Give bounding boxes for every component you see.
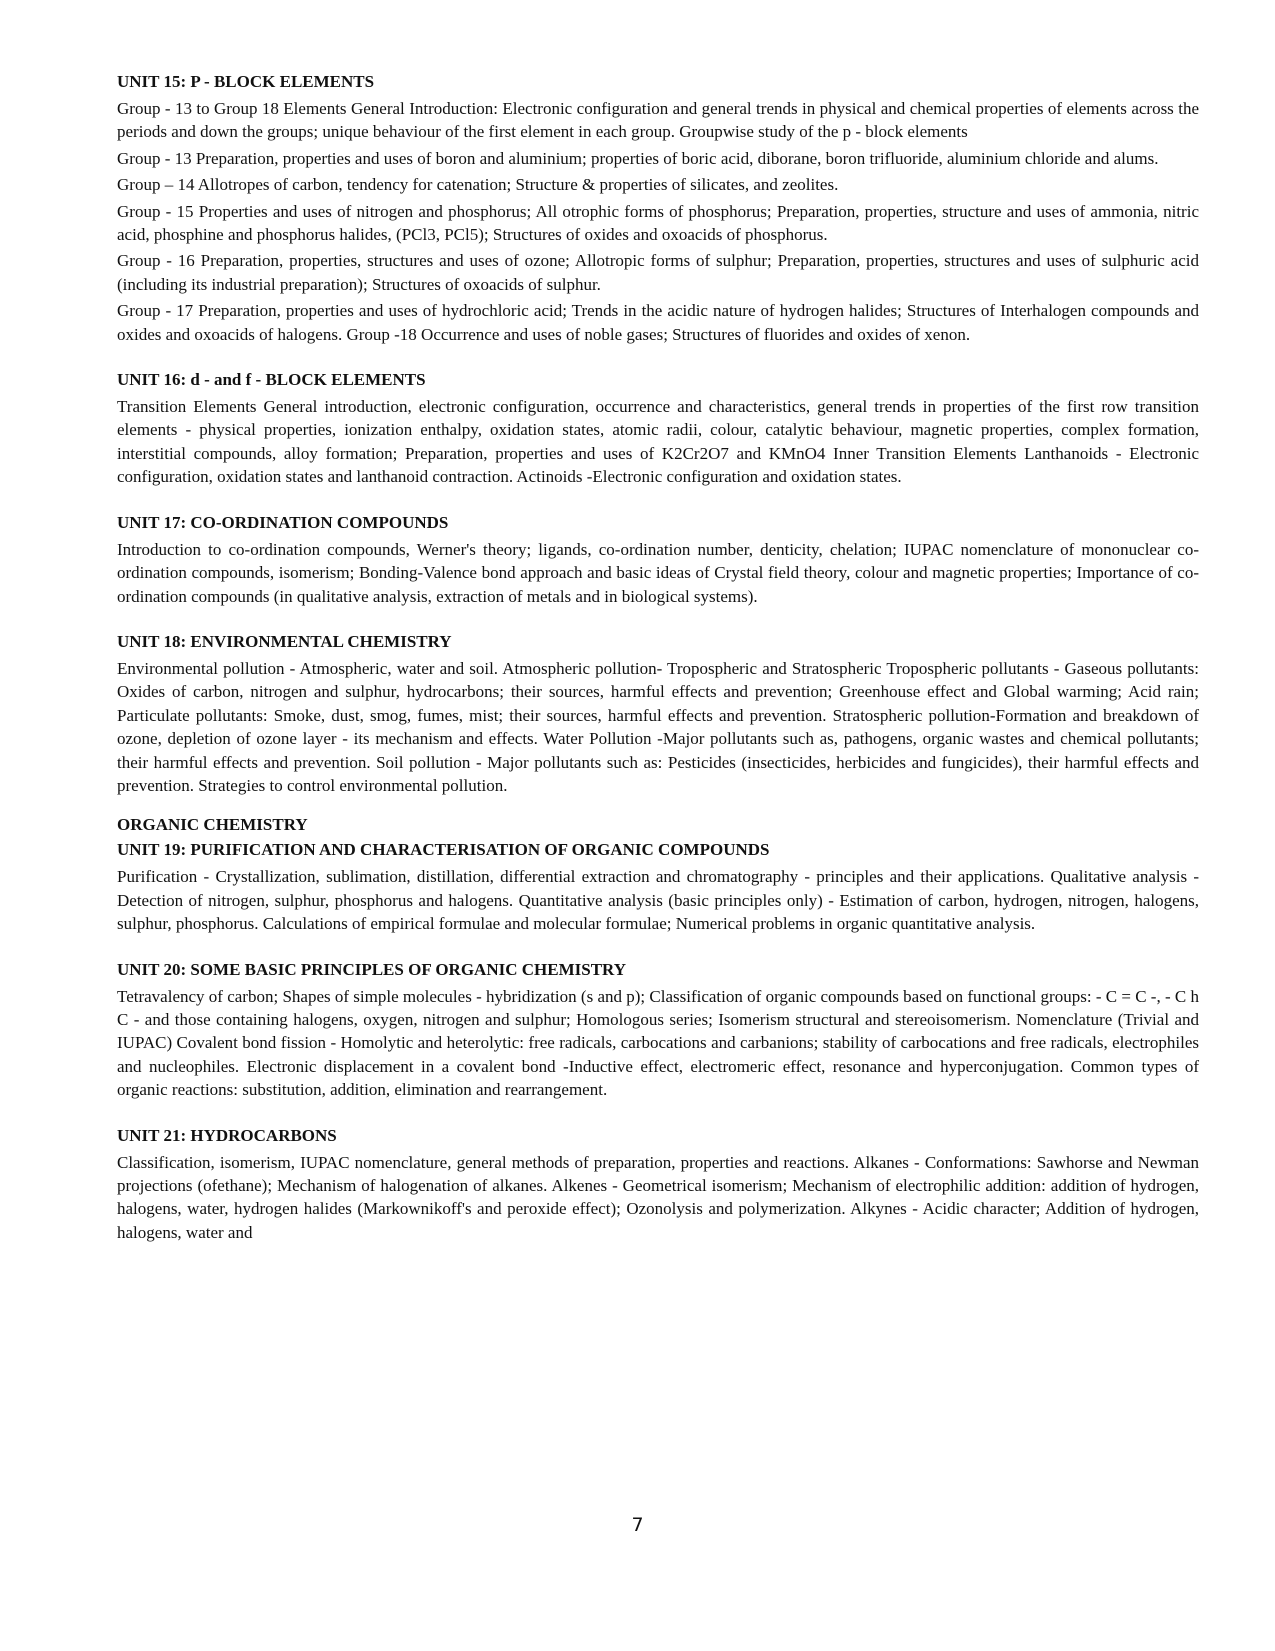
unit-21-section bbox=[117, 1124, 1199, 1245]
unit-21-paragraph: Classification, isomerism, IUPAC nomenclature, general methods of preparation, properties and reactions. Alkanes - Conformations: Sawhorse and Newman projections (ofethane); Mechanism of halogenation of alkanes. Alkenes - Geometrical isomerism; Mechanism of electrophilic addition: addition of hydrogen, halogens, water, hydrogen halides (Markownikoff's and peroxide effect); Ozonolysis and polymerization. Alkynes - Acidic character; Addition of hydrogen, halogens, water and bbox=[117, 1152, 1199, 1242]
unit-17-section bbox=[117, 511, 1199, 608]
unit-17-heading: UNIT 17: CO-ORDINATION COMPOUNDS bbox=[117, 512, 449, 532]
unit-20-section bbox=[117, 958, 1199, 1102]
organic-chemistry-heading: ORGANIC CHEMISTRY bbox=[117, 815, 308, 835]
unit-19-paragraph: Purification - Crystallization, sublimation, distillation, differential extraction and chromatography - principles and their applications. Qualitative analysis - Detection of nitrogen, sulphur, phosphorus and halogens. Quantitative analysis (basic principles only) - Estimation of carbon, hydrogen, nitrogen, halogens, sulphur, phosphorus. Calculations of empirical formulae and molecular formulae; Numerical problems in organic quantitative analysis. bbox=[117, 867, 1199, 934]
unit-17-paragraph: Introduction to co-ordination compounds, Werner's theory; ligands, co-ordination number, denticity, chelation; IUPAC nomenclature of mononuclear co-ordination compounds, isomerism; Bonding-Valence bond approach and basic ideas of Crystal field theory, colour and magnetic properties; Importance of co-ordination compounds (in qualitative analysis, extraction of metals and in biological systems). bbox=[117, 539, 1199, 606]
unit-15-paragraph: Group - 13 Preparation, properties and uses of boron and aluminium; properties of boric acid, diborane, boron trifluoride, aluminium chloride and alums. bbox=[117, 148, 1159, 168]
unit-19-section bbox=[117, 813, 1199, 935]
unit-20-paragraph: Tetravalency of carbon; Shapes of simple molecules - hybridization (s and p); Classification of organic compounds based on functional groups: - C = C -, - C h C - and those containing halogens, oxygen, nitrogen and sulphur; Homologous series; Isomerism structural and stereoisomerism. Nomenclature (Trivial and IUPAC) Covalent bond fission - Homolytic and heterolytic: free radicals, carbocations and carbanions; stability of carbocations and free radicals, electrophiles and nucleophiles. Electronic displacement in a covalent bond -Inductive effect, electromeric effect, resonance and hyperconjugation. Common types of organic reactions: substitution, addition, elimination and rearrangement. bbox=[117, 986, 1199, 1100]
page-number: 7 bbox=[631, 1514, 644, 1536]
unit-15-heading: UNIT 15: P - BLOCK ELEMENTS bbox=[117, 72, 375, 91]
unit-21-heading: UNIT 21: HYDROCARBONS bbox=[117, 1125, 337, 1145]
unit-19-heading: UNIT 19: PURIFICATION AND CHARACTERISATION OF ORGANIC COMPOUNDS bbox=[117, 840, 770, 860]
unit-16-section bbox=[117, 368, 1199, 489]
unit-16-heading: UNIT 16: d - and f - BLOCK ELEMENTS bbox=[117, 370, 426, 390]
unit-18-paragraph: Environmental pollution - Atmospheric, water and soil. Atmospheric pollution- Tropospheric and Stratospheric Tropospheric pollutants - Gaseous pollutants: Oxides of carbon, nitrogen and sulphur, hydrocarbons; their sources, harmful effects and prevention; Greenhouse effect and Global warming; Acid rain; Particulate pollutants: Smoke, dust, smog, fumes, mist; their sources, harmful effects and prevention. Stratospheric pollution-Formation and breakdown of ozone, depletion of ozone layer - its mechanism and effects. Water Pollution -Major pollutants such as, pathogens, organic wastes and chemical pollutants; their harmful effects and prevention. Soil pollution - Major pollutants such as: Pesticides (insecticides, herbicides and fungicides), their harmful effects and prevention. Strategies to control environmental pollution. bbox=[117, 658, 1199, 795]
unit-15-paragraph: Group - 13 to Group 18 Elements General Introduction: Electronic configuration and general trends in physical and chemical properties of elements across the periods and down the groups; unique behaviour of the first element in each group. Groupwise study of the p - block elements bbox=[117, 99, 1199, 142]
unit-15-paragraph: Group – 14 Allotropes of carbon, tendency for catenation; Structure & properties of silicates, and zeolites. bbox=[117, 175, 839, 195]
unit-15-section bbox=[117, 70, 1199, 346]
unit-18-heading: UNIT 18: ENVIRONMENTAL CHEMISTRY bbox=[117, 631, 452, 651]
unit-15-paragraph: Group - 17 Preparation, properties and uses of hydrochloric acid; Trends in the acidic nature of hydrogen halides; Structures of Interhalogen compounds and oxides and oxoacids of halogens. Group -18 Occurrence and uses of noble gases; Structures of fluorides and oxides of xenon. bbox=[117, 301, 1199, 344]
unit-16-paragraph: Transition Elements General introduction, electronic configuration, occurrence and characteristics, general trends in properties of the first row transition elements - physical properties, ionization enthalpy, oxidation states, atomic radii, colour, catalytic behaviour, magnetic properties, complex formation, interstitial compounds, alloy formation; Preparation, properties and uses of K2Cr2O7 and KMnO4 Inner Transition Elements Lanthanoids - Electronic configuration, oxidation states and lanthanoid contraction. Actinoids -Electronic configuration and oxidation states. bbox=[117, 397, 1199, 487]
unit-20-heading: UNIT 20: SOME BASIC PRINCIPLES OF ORGANIC CHEMISTRY bbox=[117, 959, 626, 979]
unit-15-paragraph: Group - 15 Properties and uses of nitrogen and phosphorus; All otrophic forms of phosphorus; Preparation, properties, structure and uses of ammonia, nitric acid, phosphine and phosphorus halides, (PCl3, PCl5); Structures of oxides and oxoacids of phosphorus. bbox=[117, 201, 1199, 245]
unit-18-section bbox=[117, 630, 1199, 797]
unit-15-paragraph: Group - 16 Preparation, properties, structures and uses of ozone; Allotropic forms of sulphur; Preparation, properties, structures and uses of sulphuric acid (including its industrial preparation); Structures of oxoacids of sulphur. bbox=[117, 251, 1199, 294]
document-page bbox=[117, 70, 1199, 1266]
